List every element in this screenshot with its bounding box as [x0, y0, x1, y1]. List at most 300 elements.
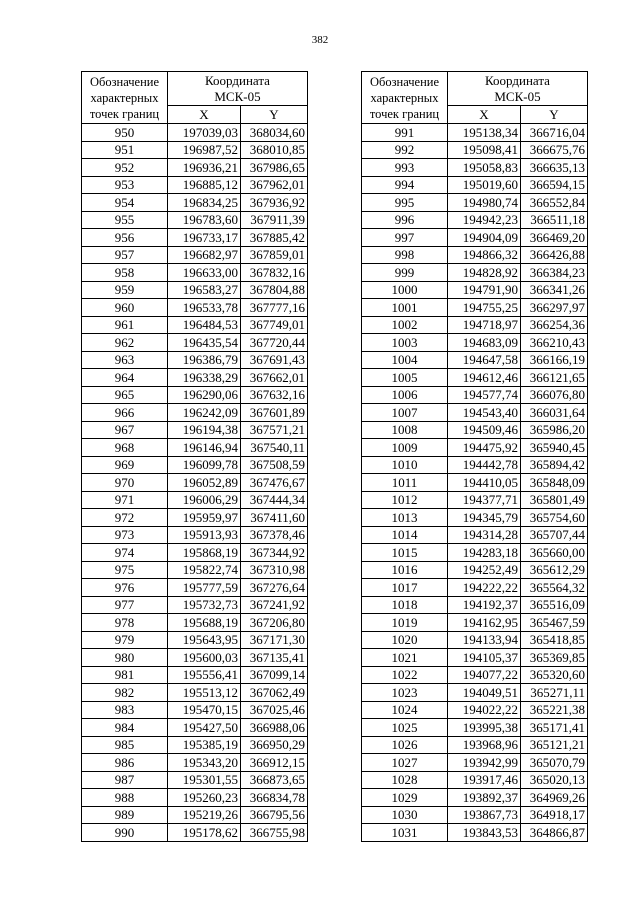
point-number-cell: 982	[82, 684, 168, 702]
y-coordinate-cell: 366384,23	[521, 264, 588, 282]
x-coordinate-cell: 195732,73	[168, 596, 241, 614]
y-coordinate-cell: 366795,56	[241, 806, 308, 824]
point-number-cell: 1014	[362, 526, 448, 544]
point-number-cell: 1024	[362, 701, 448, 719]
point-number-cell: 964	[82, 369, 168, 387]
y-coordinate-cell: 365986,20	[521, 421, 588, 439]
point-number-cell: 1022	[362, 666, 448, 684]
point-number-cell: 975	[82, 561, 168, 579]
table-row	[82, 369, 308, 387]
point-number-cell: 1026	[362, 736, 448, 754]
designation-header: Обозначение характерных точек границ	[362, 72, 448, 124]
x-coordinate-cell: 195513,12	[168, 684, 241, 702]
y-coordinate-cell: 367936,92	[241, 194, 308, 212]
point-number-cell: 1007	[362, 404, 448, 422]
y-coordinate-cell: 365221,38	[521, 701, 588, 719]
x-coordinate-cell: 194377,71	[448, 491, 521, 509]
x-coordinate-cell: 194442,78	[448, 456, 521, 474]
table-row	[82, 614, 308, 632]
y-coordinate-cell: 366511,18	[521, 211, 588, 229]
point-number-cell: 959	[82, 281, 168, 299]
x-coordinate-cell: 194791,90	[448, 281, 521, 299]
x-coordinate-cell: 194904,09	[448, 229, 521, 247]
x-coordinate-cell: 194683,09	[448, 334, 521, 352]
table-row	[362, 246, 588, 264]
y-coordinate-cell: 366594,15	[521, 176, 588, 194]
table-row	[362, 824, 588, 842]
point-number-cell: 963	[82, 351, 168, 369]
table-row	[82, 719, 308, 737]
x-coordinate-cell: 196834,25	[168, 194, 241, 212]
y-coordinate-cell: 366635,13	[521, 159, 588, 177]
y-coordinate-cell: 367206,80	[241, 614, 308, 632]
table-row	[362, 789, 588, 807]
y-coordinate-cell: 365271,11	[521, 684, 588, 702]
x-coordinate-cell: 194345,79	[448, 509, 521, 527]
table-row	[82, 124, 308, 142]
y-coordinate-cell: 367720,44	[241, 334, 308, 352]
point-number-cell: 1013	[362, 509, 448, 527]
x-coordinate-cell: 196484,53	[168, 316, 241, 334]
table-row	[362, 736, 588, 754]
x-coordinate-cell: 195643,95	[168, 631, 241, 649]
point-number-cell: 1009	[362, 439, 448, 457]
point-number-cell: 1019	[362, 614, 448, 632]
x-coordinate-cell: 194410,05	[448, 474, 521, 492]
point-number-cell: 965	[82, 386, 168, 404]
x-coordinate-cell: 193968,96	[448, 736, 521, 754]
table-row	[362, 544, 588, 562]
coordinate-header: Координата МСК-05	[168, 72, 308, 106]
point-number-cell: 1008	[362, 421, 448, 439]
point-number-cell: 971	[82, 491, 168, 509]
table-row	[362, 159, 588, 177]
point-number-cell: 1016	[362, 561, 448, 579]
point-number-cell: 989	[82, 806, 168, 824]
x-coordinate-cell: 196242,09	[168, 404, 241, 422]
point-number-cell: 1030	[362, 806, 448, 824]
x-coordinate-cell: 195556,41	[168, 666, 241, 684]
x-coordinate-cell: 196885,12	[168, 176, 241, 194]
table-row	[362, 351, 588, 369]
table-row	[82, 684, 308, 702]
point-number-cell: 953	[82, 176, 168, 194]
x-coordinate-cell: 195868,19	[168, 544, 241, 562]
point-number-cell: 992	[362, 141, 448, 159]
point-number-cell: 1003	[362, 334, 448, 352]
point-number-cell: 979	[82, 631, 168, 649]
y-coordinate-cell: 366166,19	[521, 351, 588, 369]
table-row	[82, 334, 308, 352]
table-row	[82, 229, 308, 247]
point-number-cell: 981	[82, 666, 168, 684]
coordinates-table-right	[361, 71, 588, 842]
y-coordinate-cell: 367411,60	[241, 509, 308, 527]
table-row	[362, 666, 588, 684]
y-coordinate-cell: 365171,41	[521, 719, 588, 737]
y-column-header: Y	[521, 106, 588, 124]
y-coordinate-cell: 367241,92	[241, 596, 308, 614]
y-coordinate-cell: 367310,98	[241, 561, 308, 579]
x-coordinate-cell: 194162,95	[448, 614, 521, 632]
point-number-cell: 1031	[362, 824, 448, 842]
y-coordinate-cell: 366988,06	[241, 719, 308, 737]
point-number-cell: 984	[82, 719, 168, 737]
table-row	[82, 194, 308, 212]
point-number-cell: 1004	[362, 351, 448, 369]
x-coordinate-cell: 193942,99	[448, 754, 521, 772]
point-number-cell: 980	[82, 649, 168, 667]
y-coordinate-cell: 366716,04	[521, 124, 588, 142]
y-coordinate-cell: 366834,78	[241, 789, 308, 807]
y-coordinate-cell: 366469,20	[521, 229, 588, 247]
table-row	[82, 649, 308, 667]
point-number-cell: 991	[362, 124, 448, 142]
point-number-cell: 988	[82, 789, 168, 807]
y-coordinate-cell: 367025,46	[241, 701, 308, 719]
point-number-cell: 1001	[362, 299, 448, 317]
point-number-cell: 961	[82, 316, 168, 334]
y-coordinate-cell: 366675,76	[521, 141, 588, 159]
point-number-cell: 994	[362, 176, 448, 194]
x-coordinate-cell: 196783,60	[168, 211, 241, 229]
x-coordinate-cell: 195219,26	[168, 806, 241, 824]
table-row	[362, 334, 588, 352]
x-coordinate-cell: 195301,55	[168, 771, 241, 789]
x-coordinate-cell: 195138,34	[448, 124, 521, 142]
y-coordinate-cell: 366552,84	[521, 194, 588, 212]
x-coordinate-cell: 193867,73	[448, 806, 521, 824]
point-number-cell: 972	[82, 509, 168, 527]
x-coordinate-cell: 195600,03	[168, 649, 241, 667]
table-row	[362, 211, 588, 229]
y-coordinate-cell: 367911,39	[241, 211, 308, 229]
table-row	[362, 649, 588, 667]
y-coordinate-cell: 364918,17	[521, 806, 588, 824]
x-coordinate-cell: 196733,17	[168, 229, 241, 247]
x-coordinate-cell: 194133,94	[448, 631, 521, 649]
x-coordinate-cell: 195913,93	[168, 526, 241, 544]
table-row	[82, 754, 308, 772]
x-coordinate-cell: 196633,00	[168, 264, 241, 282]
x-coordinate-cell: 194022,22	[448, 701, 521, 719]
x-coordinate-cell: 195777,59	[168, 579, 241, 597]
x-coordinate-cell: 196936,21	[168, 159, 241, 177]
point-number-cell: 986	[82, 754, 168, 772]
y-coordinate-cell: 365564,32	[521, 579, 588, 597]
y-coordinate-cell: 368034,60	[241, 124, 308, 142]
x-column-header: X	[448, 106, 521, 124]
point-number-cell: 997	[362, 229, 448, 247]
y-coordinate-cell: 367540,11	[241, 439, 308, 457]
y-coordinate-cell: 367571,21	[241, 421, 308, 439]
x-coordinate-cell: 195098,41	[448, 141, 521, 159]
x-coordinate-cell: 195688,19	[168, 614, 241, 632]
y-coordinate-cell: 366873,65	[241, 771, 308, 789]
table-row	[362, 141, 588, 159]
table-row	[82, 526, 308, 544]
table-row	[362, 474, 588, 492]
table-row	[362, 754, 588, 772]
table-row	[362, 124, 588, 142]
table-row	[362, 194, 588, 212]
y-column-header: Y	[241, 106, 308, 124]
table-row	[362, 771, 588, 789]
y-coordinate-cell: 367344,92	[241, 544, 308, 562]
table-row	[82, 211, 308, 229]
x-coordinate-cell: 194222,22	[448, 579, 521, 597]
x-coordinate-cell: 195385,19	[168, 736, 241, 754]
page-number: 382	[311, 34, 329, 46]
x-coordinate-cell: 193995,38	[448, 719, 521, 737]
y-coordinate-cell: 367378,46	[241, 526, 308, 544]
point-number-cell: 954	[82, 194, 168, 212]
x-coordinate-cell: 195822,74	[168, 561, 241, 579]
point-number-cell: 969	[82, 456, 168, 474]
y-coordinate-cell: 367986,65	[241, 159, 308, 177]
x-coordinate-cell: 194049,51	[448, 684, 521, 702]
point-number-cell: 1018	[362, 596, 448, 614]
point-number-cell: 987	[82, 771, 168, 789]
point-number-cell: 1028	[362, 771, 448, 789]
y-coordinate-cell: 366210,43	[521, 334, 588, 352]
point-number-cell: 966	[82, 404, 168, 422]
y-coordinate-cell: 367601,89	[241, 404, 308, 422]
y-coordinate-cell: 367859,01	[241, 246, 308, 264]
y-coordinate-cell: 365848,09	[521, 474, 588, 492]
table-row	[362, 316, 588, 334]
x-coordinate-cell: 196682,97	[168, 246, 241, 264]
point-number-cell: 977	[82, 596, 168, 614]
table-row	[362, 701, 588, 719]
point-number-cell: 1006	[362, 386, 448, 404]
y-coordinate-cell: 365754,60	[521, 509, 588, 527]
table-row	[82, 281, 308, 299]
table-row	[82, 246, 308, 264]
y-coordinate-cell: 367777,16	[241, 299, 308, 317]
table-row	[362, 579, 588, 597]
x-coordinate-cell: 194509,46	[448, 421, 521, 439]
table-row	[362, 456, 588, 474]
x-coordinate-cell: 194475,92	[448, 439, 521, 457]
table-row	[82, 824, 308, 842]
y-coordinate-cell: 367804,88	[241, 281, 308, 299]
y-coordinate-cell: 366912,15	[241, 754, 308, 772]
x-coordinate-cell: 196386,79	[168, 351, 241, 369]
table-row	[362, 229, 588, 247]
table-row	[362, 631, 588, 649]
y-coordinate-cell: 365707,44	[521, 526, 588, 544]
y-coordinate-cell: 365940,45	[521, 439, 588, 457]
table-row	[82, 386, 308, 404]
y-coordinate-cell: 365894,42	[521, 456, 588, 474]
x-coordinate-cell: 194828,92	[448, 264, 521, 282]
y-coordinate-cell: 365660,00	[521, 544, 588, 562]
table-row	[362, 439, 588, 457]
point-number-cell: 1020	[362, 631, 448, 649]
y-coordinate-cell: 367476,67	[241, 474, 308, 492]
point-number-cell: 978	[82, 614, 168, 632]
x-coordinate-cell: 196435,54	[168, 334, 241, 352]
x-coordinate-cell: 196006,29	[168, 491, 241, 509]
point-number-cell: 1000	[362, 281, 448, 299]
x-coordinate-cell: 194647,58	[448, 351, 521, 369]
table-row	[362, 369, 588, 387]
point-number-cell: 970	[82, 474, 168, 492]
y-coordinate-cell: 366031,64	[521, 404, 588, 422]
point-number-cell: 951	[82, 141, 168, 159]
x-coordinate-cell: 194105,37	[448, 649, 521, 667]
x-coordinate-cell: 196146,94	[168, 439, 241, 457]
table-row	[82, 456, 308, 474]
y-coordinate-cell: 365467,59	[521, 614, 588, 632]
table-row	[82, 491, 308, 509]
point-number-cell: 955	[82, 211, 168, 229]
table-row	[82, 141, 308, 159]
x-coordinate-cell: 194612,46	[448, 369, 521, 387]
x-coordinate-cell: 195019,60	[448, 176, 521, 194]
point-number-cell: 952	[82, 159, 168, 177]
x-coordinate-cell: 195260,23	[168, 789, 241, 807]
table-row	[82, 789, 308, 807]
y-coordinate-cell: 366254,36	[521, 316, 588, 334]
point-number-cell: 1015	[362, 544, 448, 562]
point-number-cell: 1025	[362, 719, 448, 737]
table-row	[362, 264, 588, 282]
point-number-cell: 956	[82, 229, 168, 247]
table-row	[362, 561, 588, 579]
x-column-header: X	[168, 106, 241, 124]
point-number-cell: 950	[82, 124, 168, 142]
x-coordinate-cell: 196533,78	[168, 299, 241, 317]
y-coordinate-cell: 366950,29	[241, 736, 308, 754]
y-coordinate-cell: 367749,01	[241, 316, 308, 334]
point-number-cell: 1023	[362, 684, 448, 702]
x-coordinate-cell: 193917,46	[448, 771, 521, 789]
y-coordinate-cell: 365801,49	[521, 491, 588, 509]
x-coordinate-cell: 194942,23	[448, 211, 521, 229]
table-row	[362, 596, 588, 614]
y-coordinate-cell: 367962,01	[241, 176, 308, 194]
table-row	[82, 736, 308, 754]
y-coordinate-cell: 367276,64	[241, 579, 308, 597]
x-coordinate-cell: 194077,22	[448, 666, 521, 684]
designation-header: Обозначение характерных точек границ	[82, 72, 168, 124]
x-coordinate-cell: 194314,28	[448, 526, 521, 544]
y-coordinate-cell: 366076,80	[521, 386, 588, 404]
y-coordinate-cell: 366426,88	[521, 246, 588, 264]
y-coordinate-cell: 367662,01	[241, 369, 308, 387]
table-row	[362, 509, 588, 527]
x-coordinate-cell: 195427,50	[168, 719, 241, 737]
x-coordinate-cell: 197039,03	[168, 124, 241, 142]
table-row	[362, 421, 588, 439]
point-number-cell: 968	[82, 439, 168, 457]
y-coordinate-cell: 367832,16	[241, 264, 308, 282]
x-coordinate-cell: 195470,15	[168, 701, 241, 719]
x-coordinate-cell: 196052,89	[168, 474, 241, 492]
point-number-cell: 1012	[362, 491, 448, 509]
y-coordinate-cell: 367135,41	[241, 649, 308, 667]
point-number-cell: 1017	[362, 579, 448, 597]
table-row	[82, 806, 308, 824]
y-coordinate-cell: 366755,98	[241, 824, 308, 842]
y-coordinate-cell: 365612,29	[521, 561, 588, 579]
point-number-cell: 985	[82, 736, 168, 754]
y-coordinate-cell: 367885,42	[241, 229, 308, 247]
table-row	[82, 701, 308, 719]
point-number-cell: 962	[82, 334, 168, 352]
point-number-cell: 960	[82, 299, 168, 317]
x-coordinate-cell: 196099,78	[168, 456, 241, 474]
x-coordinate-cell: 195178,62	[168, 824, 241, 842]
table-row	[362, 491, 588, 509]
point-number-cell: 976	[82, 579, 168, 597]
point-number-cell: 1027	[362, 754, 448, 772]
y-coordinate-cell: 367691,43	[241, 351, 308, 369]
table-row	[82, 176, 308, 194]
table-row	[82, 474, 308, 492]
y-coordinate-cell: 367632,16	[241, 386, 308, 404]
y-coordinate-cell: 367508,59	[241, 456, 308, 474]
table-row	[82, 264, 308, 282]
point-number-cell: 998	[362, 246, 448, 264]
point-number-cell: 973	[82, 526, 168, 544]
table-row	[82, 509, 308, 527]
point-number-cell: 957	[82, 246, 168, 264]
y-coordinate-cell: 368010,85	[241, 141, 308, 159]
y-coordinate-cell: 364969,26	[521, 789, 588, 807]
point-number-cell: 1029	[362, 789, 448, 807]
table-row	[82, 404, 308, 422]
x-coordinate-cell: 193843,53	[448, 824, 521, 842]
point-number-cell: 990	[82, 824, 168, 842]
x-coordinate-cell: 194718,97	[448, 316, 521, 334]
y-coordinate-cell: 365320,60	[521, 666, 588, 684]
table-row	[362, 386, 588, 404]
x-coordinate-cell: 194577,74	[448, 386, 521, 404]
y-coordinate-cell: 366341,26	[521, 281, 588, 299]
table-row	[82, 439, 308, 457]
coordinates-table-left	[81, 71, 308, 842]
point-number-cell: 1021	[362, 649, 448, 667]
x-coordinate-cell: 196194,38	[168, 421, 241, 439]
x-coordinate-cell: 196987,52	[168, 141, 241, 159]
table-row	[82, 579, 308, 597]
x-coordinate-cell: 194543,40	[448, 404, 521, 422]
x-coordinate-cell: 194866,32	[448, 246, 521, 264]
table-row	[362, 299, 588, 317]
y-coordinate-cell: 367444,34	[241, 491, 308, 509]
table-row	[362, 281, 588, 299]
x-coordinate-cell: 196290,06	[168, 386, 241, 404]
table-row	[82, 159, 308, 177]
table-row	[362, 404, 588, 422]
table-row	[82, 316, 308, 334]
x-coordinate-cell: 196583,27	[168, 281, 241, 299]
table-row	[82, 666, 308, 684]
x-coordinate-cell: 195959,97	[168, 509, 241, 527]
y-coordinate-cell: 364866,87	[521, 824, 588, 842]
point-number-cell: 999	[362, 264, 448, 282]
table-row	[362, 176, 588, 194]
x-coordinate-cell: 194283,18	[448, 544, 521, 562]
point-number-cell: 974	[82, 544, 168, 562]
x-coordinate-cell: 195343,20	[168, 754, 241, 772]
y-coordinate-cell: 367062,49	[241, 684, 308, 702]
point-number-cell: 1005	[362, 369, 448, 387]
y-coordinate-cell: 365070,79	[521, 754, 588, 772]
